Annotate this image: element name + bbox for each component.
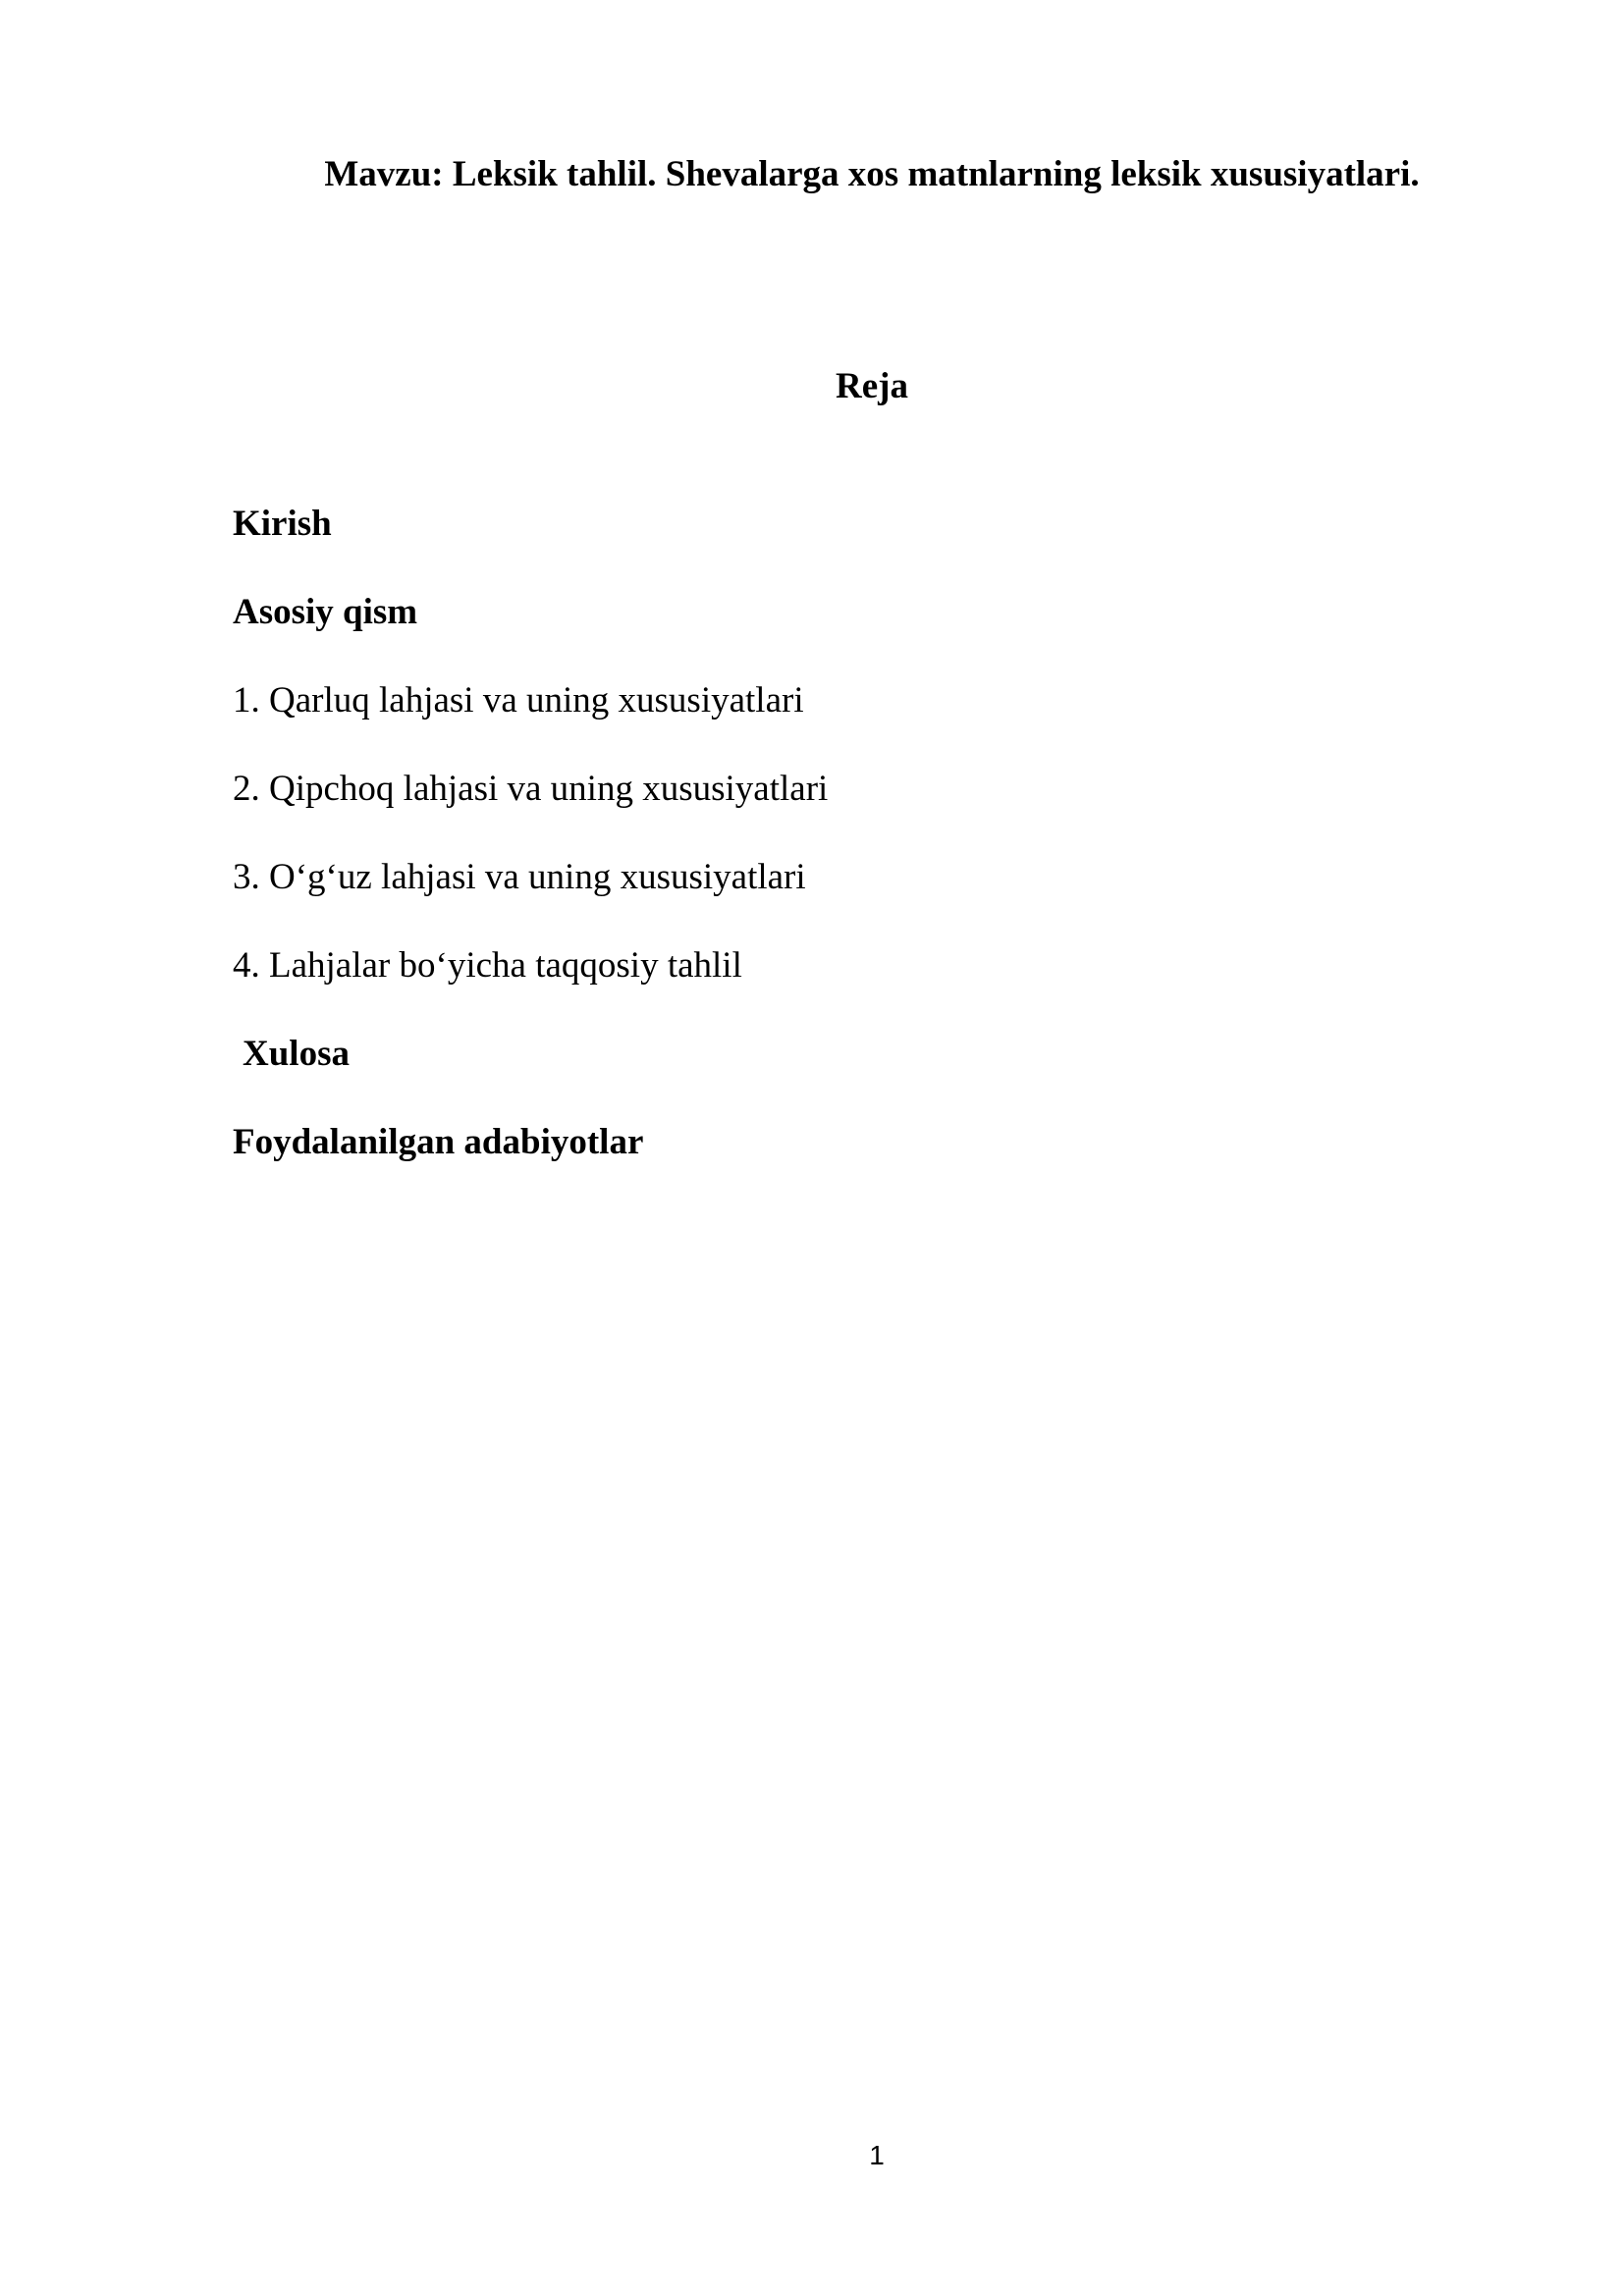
plan-item-comparative-analysis: 4. Lahjalar bo‘yicha taqqosiy tahlil: [233, 945, 742, 986]
plan-item-qipchoq: 2. Qipchoq lahjasi va uning xususiyatlari: [233, 769, 829, 809]
plan-list: [233, 503, 828, 1209]
plan-heading: Reja: [836, 366, 908, 406]
plan-item-qarluq: 1. Qarluq lahjasi va uning xususiyatlari: [233, 680, 804, 721]
plan-item-conclusion: Xulosa: [243, 1034, 350, 1074]
document-title: Mavzu: Leksik tahlil. Shevalarga xos matnlarning leksik xususiyatlari.: [324, 154, 1420, 194]
plan-item-oguz: 3. O‘g‘uz lahjasi va uning xususiyatlari: [233, 857, 806, 897]
plan-item-references: Foydalanilgan adabiyotlar: [233, 1122, 644, 1162]
page-number: 1: [869, 2140, 885, 2170]
plan-item-introduction: Kirish: [233, 504, 332, 544]
plan-item-main-part: Asosiy qism: [233, 592, 418, 632]
